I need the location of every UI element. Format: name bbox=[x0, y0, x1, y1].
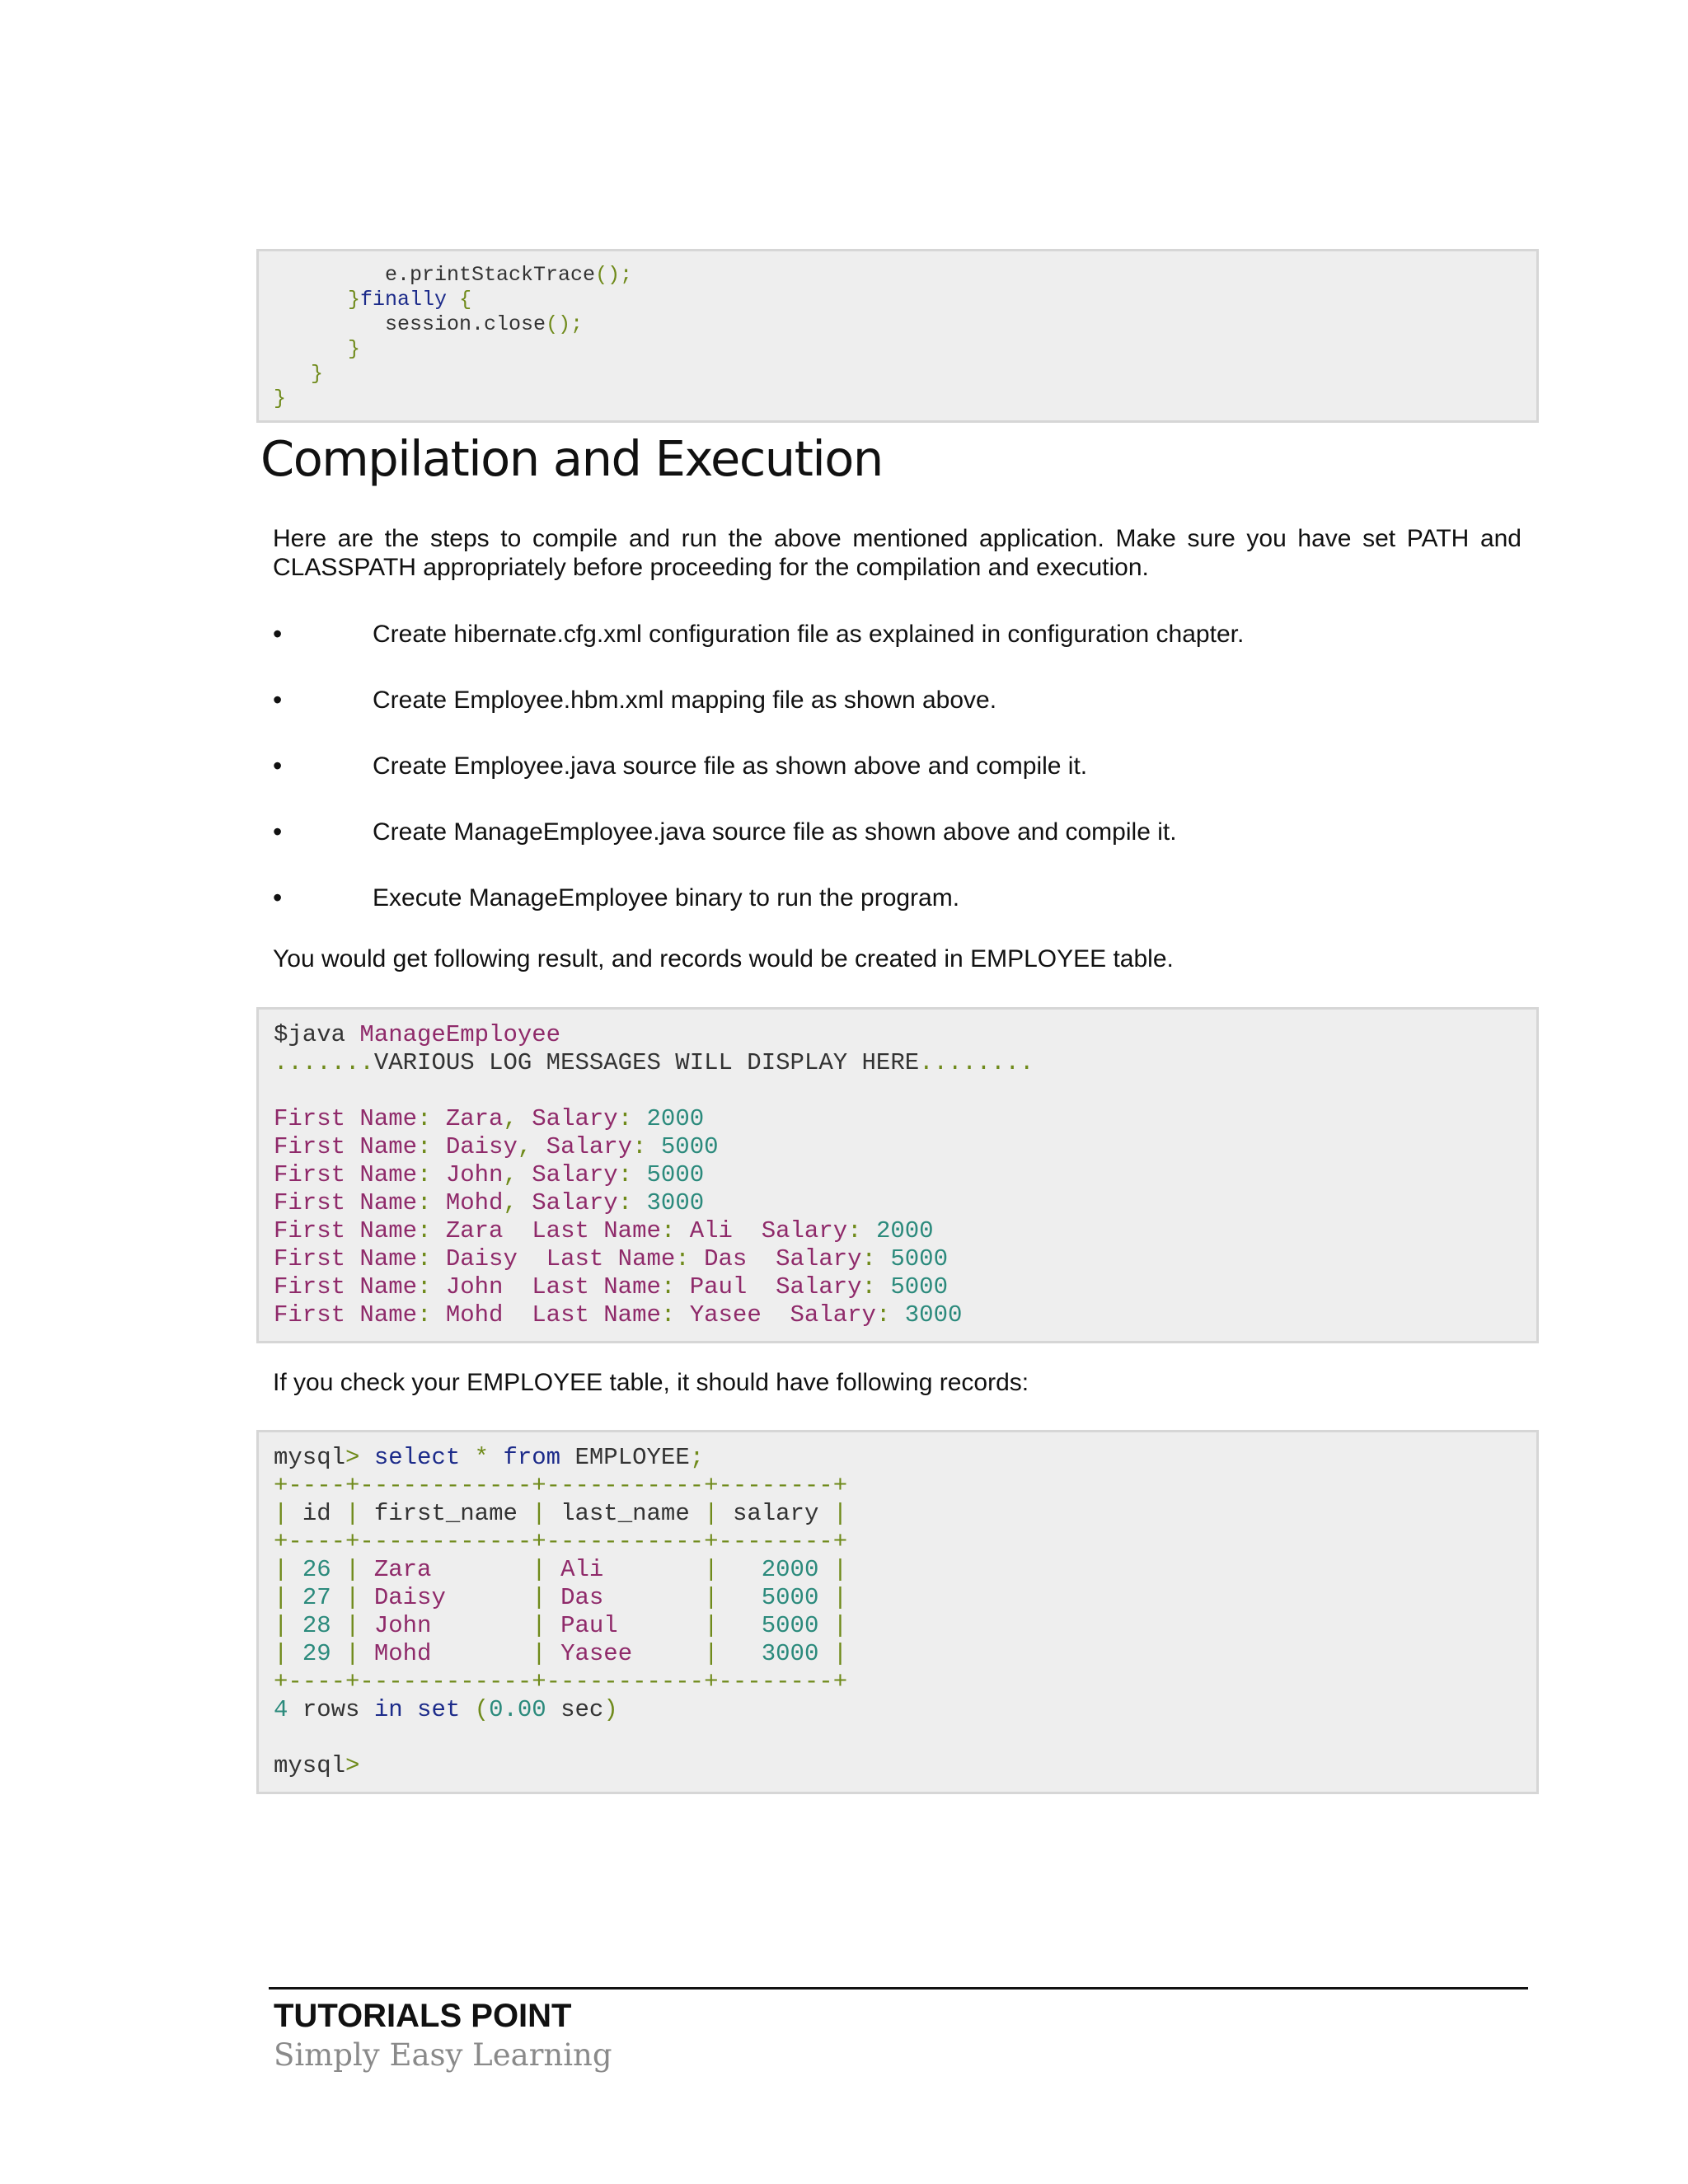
code-token: : bbox=[417, 1161, 446, 1188]
code-token: : bbox=[861, 1273, 891, 1301]
code-token: , bbox=[517, 1133, 546, 1160]
code-line bbox=[274, 1472, 1536, 1500]
code-token: (); bbox=[595, 263, 633, 287]
code-token: : bbox=[675, 1245, 705, 1272]
code-token: : bbox=[847, 1217, 876, 1244]
code-line bbox=[274, 1273, 1536, 1301]
code-token: Zara bbox=[445, 1105, 504, 1132]
code-token: : bbox=[660, 1217, 690, 1244]
code-token: 28 bbox=[302, 1612, 346, 1639]
code-token: : bbox=[417, 1189, 446, 1216]
code-token: | bbox=[832, 1640, 848, 1667]
code-token: : bbox=[417, 1105, 446, 1132]
code-token: First Name bbox=[274, 1301, 418, 1329]
code-token: last_name bbox=[560, 1500, 705, 1527]
code-token: Paul Salary bbox=[689, 1273, 862, 1301]
code-token: | bbox=[532, 1640, 561, 1667]
code-token: First Name bbox=[274, 1273, 418, 1301]
code-token: | bbox=[274, 1584, 302, 1611]
code-line bbox=[274, 1640, 1536, 1668]
list-item-text: Create Employee.hbm.xml mapping file as shown above. bbox=[373, 687, 997, 714]
code-token: Daisy bbox=[445, 1133, 518, 1160]
code-line bbox=[274, 1752, 1536, 1780]
list-item-text: Create hibernate.cfg.xml configuration file as explained in configuration chapter. bbox=[373, 621, 1245, 648]
code-line bbox=[274, 1556, 1536, 1584]
code-token: 26 bbox=[302, 1556, 346, 1583]
code-line bbox=[274, 1528, 1536, 1556]
section-heading: Compilation and Execution bbox=[260, 430, 883, 487]
code-token: e.printStackTrace bbox=[274, 263, 596, 287]
code-token: mysql bbox=[274, 1444, 346, 1471]
code-token: { bbox=[447, 288, 472, 312]
code-token bbox=[274, 1724, 288, 1751]
code-token: 5000 bbox=[761, 1584, 833, 1611]
code-token: : bbox=[417, 1245, 446, 1272]
code-token: sec bbox=[546, 1696, 604, 1723]
code-line bbox=[274, 1444, 1536, 1472]
code-token: First Name bbox=[274, 1189, 418, 1216]
code-token: | bbox=[704, 1556, 762, 1583]
check-paragraph: If you check your EMPLOYEE table, it should have following records: bbox=[273, 1369, 1029, 1396]
code-token: : bbox=[617, 1105, 647, 1132]
code-token: | bbox=[274, 1612, 302, 1639]
code-token: Zara Last Name bbox=[445, 1217, 661, 1244]
code-token: : bbox=[417, 1273, 446, 1301]
code-token: | bbox=[532, 1612, 561, 1639]
code-line bbox=[274, 1696, 1536, 1724]
code-token: } bbox=[274, 288, 361, 312]
code-token: | bbox=[704, 1640, 762, 1667]
code-token: Salary bbox=[532, 1105, 618, 1132]
code-token: First Name bbox=[274, 1105, 418, 1132]
code-line bbox=[274, 362, 1536, 387]
code-token: (); bbox=[546, 312, 584, 336]
code-token: | bbox=[704, 1500, 733, 1527]
code-token: * bbox=[460, 1444, 504, 1471]
code-token: 3000 bbox=[904, 1301, 963, 1329]
code-line bbox=[274, 1133, 1536, 1161]
code-line bbox=[274, 1189, 1536, 1217]
code-token: Ali Salary bbox=[689, 1217, 848, 1244]
intro-paragraph: Here are the steps to compile and run the above mentioned application. Make sure you have set PATH and CLASSPATH appropriately before proceeding for the compilation and execution. bbox=[273, 525, 1522, 581]
code-token: EMPLOYEE bbox=[560, 1444, 690, 1471]
code-token: | bbox=[274, 1640, 302, 1667]
bullet-icon: • bbox=[273, 817, 283, 846]
code-token: : bbox=[617, 1189, 647, 1216]
code-token: | bbox=[274, 1500, 302, 1527]
code-token: 0.00 bbox=[489, 1696, 546, 1723]
code-token: Daisy Last Name bbox=[445, 1245, 676, 1272]
code-token: | bbox=[345, 1556, 374, 1583]
code-token: Salary bbox=[532, 1161, 618, 1188]
code-token: Paul bbox=[560, 1612, 705, 1639]
code-line bbox=[274, 1161, 1536, 1189]
code-token: 3000 bbox=[646, 1189, 705, 1216]
code-token: Yasee Salary bbox=[689, 1301, 876, 1329]
code-token: +----+------------+-----------+--------+ bbox=[274, 1668, 848, 1695]
code-token: | bbox=[345, 1612, 374, 1639]
code-token: Das Salary bbox=[704, 1245, 862, 1272]
code-token: ManageEmployee bbox=[359, 1021, 561, 1048]
code-token: ( bbox=[460, 1696, 490, 1723]
code-token: 5000 bbox=[646, 1161, 705, 1188]
code-block-java-tail bbox=[256, 249, 1539, 423]
code-token: | bbox=[532, 1584, 561, 1611]
result-paragraph: You would get following result, and records would be created in EMPLOYEE table. bbox=[273, 945, 1174, 972]
code-token: from bbox=[503, 1444, 561, 1471]
code-token: | bbox=[345, 1500, 374, 1527]
list-item-text: Execute ManageEmployee binary to run the program. bbox=[373, 884, 960, 912]
code-token: finally bbox=[360, 288, 448, 312]
code-token: id bbox=[302, 1500, 346, 1527]
bullet-icon: • bbox=[273, 883, 283, 912]
code-token: : bbox=[417, 1217, 446, 1244]
code-token: Mohd Last Name bbox=[445, 1301, 661, 1329]
code-token: Daisy bbox=[373, 1584, 532, 1611]
code-token: , bbox=[503, 1161, 532, 1188]
code-token: | bbox=[704, 1584, 762, 1611]
code-token: $java bbox=[274, 1021, 360, 1048]
code-line bbox=[274, 337, 1536, 362]
code-token: 2000 bbox=[875, 1217, 934, 1244]
code-token: 5000 bbox=[890, 1245, 948, 1272]
code-token: | bbox=[532, 1500, 561, 1527]
code-token: First Name bbox=[274, 1161, 418, 1188]
code-token: > bbox=[345, 1752, 360, 1779]
code-token: First Name bbox=[274, 1245, 418, 1272]
code-token: Salary bbox=[532, 1189, 618, 1216]
code-token: Das bbox=[560, 1584, 705, 1611]
code-token: First Name bbox=[274, 1217, 418, 1244]
code-token: set bbox=[417, 1696, 461, 1723]
code-token bbox=[274, 1077, 288, 1104]
code-token: : bbox=[617, 1161, 647, 1188]
code-token: : bbox=[875, 1301, 905, 1329]
code-line bbox=[274, 288, 1536, 312]
code-token: session.close bbox=[274, 312, 546, 336]
code-token: | bbox=[532, 1556, 561, 1583]
code-token: ; bbox=[689, 1444, 705, 1471]
code-token: | bbox=[832, 1556, 848, 1583]
code-token: : bbox=[632, 1133, 661, 1160]
code-line bbox=[274, 1724, 1536, 1752]
code-token: 27 bbox=[302, 1584, 346, 1611]
code-token: +----+------------+-----------+--------+ bbox=[274, 1528, 848, 1555]
code-line bbox=[274, 1049, 1536, 1077]
code-token bbox=[403, 1696, 417, 1723]
code-line bbox=[274, 1612, 1536, 1640]
code-token: | bbox=[832, 1584, 848, 1611]
code-token: Salary bbox=[546, 1133, 633, 1160]
bullet-icon: • bbox=[273, 619, 283, 649]
code-token: } bbox=[274, 337, 361, 361]
code-token: | bbox=[345, 1584, 374, 1611]
code-token: , bbox=[503, 1105, 532, 1132]
code-block-program-output bbox=[256, 1007, 1539, 1343]
code-token: select bbox=[373, 1444, 461, 1471]
code-token: Mohd bbox=[445, 1189, 504, 1216]
code-token: , bbox=[503, 1189, 532, 1216]
code-line bbox=[274, 387, 1536, 411]
code-token: Mohd bbox=[373, 1640, 532, 1667]
code-token: > bbox=[345, 1444, 374, 1471]
code-token: mysql bbox=[274, 1752, 346, 1779]
code-token: : bbox=[861, 1245, 891, 1272]
code-token: VARIOUS LOG MESSAGES WILL DISPLAY HERE bbox=[373, 1049, 920, 1076]
code-token: | bbox=[832, 1500, 848, 1527]
code-line bbox=[274, 1021, 1536, 1049]
code-line bbox=[274, 1245, 1536, 1273]
code-token: | bbox=[345, 1640, 374, 1667]
code-token: 5000 bbox=[761, 1612, 833, 1639]
code-token: John bbox=[445, 1161, 504, 1188]
code-line bbox=[274, 1217, 1536, 1245]
code-token: 4 bbox=[274, 1696, 302, 1723]
code-token: | bbox=[704, 1612, 762, 1639]
footer-tagline: Simply Easy Learning bbox=[274, 2037, 612, 2073]
code-token: 5000 bbox=[660, 1133, 719, 1160]
code-token: ) bbox=[603, 1696, 618, 1723]
code-line bbox=[274, 312, 1536, 337]
code-line bbox=[274, 1500, 1536, 1528]
code-token: First Name bbox=[274, 1133, 418, 1160]
list-item-text: Create ManageEmployee.java source file as shown above and compile it. bbox=[373, 818, 1177, 846]
code-token: 2000 bbox=[646, 1105, 705, 1132]
code-token: rows bbox=[302, 1696, 374, 1723]
bullet-icon: • bbox=[273, 685, 283, 715]
code-token: Ali bbox=[560, 1556, 705, 1583]
code-token: : bbox=[417, 1301, 446, 1329]
code-line bbox=[274, 263, 1536, 288]
code-token: 3000 bbox=[761, 1640, 833, 1667]
code-token: John bbox=[373, 1612, 532, 1639]
code-line bbox=[274, 1668, 1536, 1696]
code-token: ........ bbox=[919, 1049, 1034, 1076]
code-token: : bbox=[417, 1133, 446, 1160]
footer-brand: TUTORIALS POINT bbox=[274, 1998, 572, 2034]
code-token: 2000 bbox=[761, 1556, 833, 1583]
code-line bbox=[274, 1105, 1536, 1133]
code-line bbox=[274, 1301, 1536, 1329]
footer-divider bbox=[269, 1987, 1528, 1990]
code-token: } bbox=[274, 362, 324, 386]
code-token: | bbox=[274, 1556, 302, 1583]
code-token: ....... bbox=[274, 1049, 374, 1076]
code-token: in bbox=[373, 1696, 403, 1723]
bullet-icon: • bbox=[273, 751, 283, 780]
code-token: | bbox=[832, 1612, 848, 1639]
list-item-text: Create Employee.java source file as shown above and compile it. bbox=[373, 752, 1088, 780]
code-token: : bbox=[660, 1301, 690, 1329]
code-token: 29 bbox=[302, 1640, 346, 1667]
code-token: : bbox=[660, 1273, 690, 1301]
code-token: } bbox=[274, 387, 287, 410]
code-token: Zara bbox=[373, 1556, 532, 1583]
code-line bbox=[274, 1584, 1536, 1612]
code-token: Yasee bbox=[560, 1640, 705, 1667]
code-token: first_name bbox=[373, 1500, 532, 1527]
code-token: John Last Name bbox=[445, 1273, 661, 1301]
code-token: salary bbox=[732, 1500, 833, 1527]
code-line bbox=[274, 1077, 1536, 1105]
code-token: 5000 bbox=[890, 1273, 948, 1301]
code-block-mysql-output bbox=[256, 1430, 1539, 1794]
code-token: +----+------------+-----------+--------+ bbox=[274, 1472, 848, 1499]
